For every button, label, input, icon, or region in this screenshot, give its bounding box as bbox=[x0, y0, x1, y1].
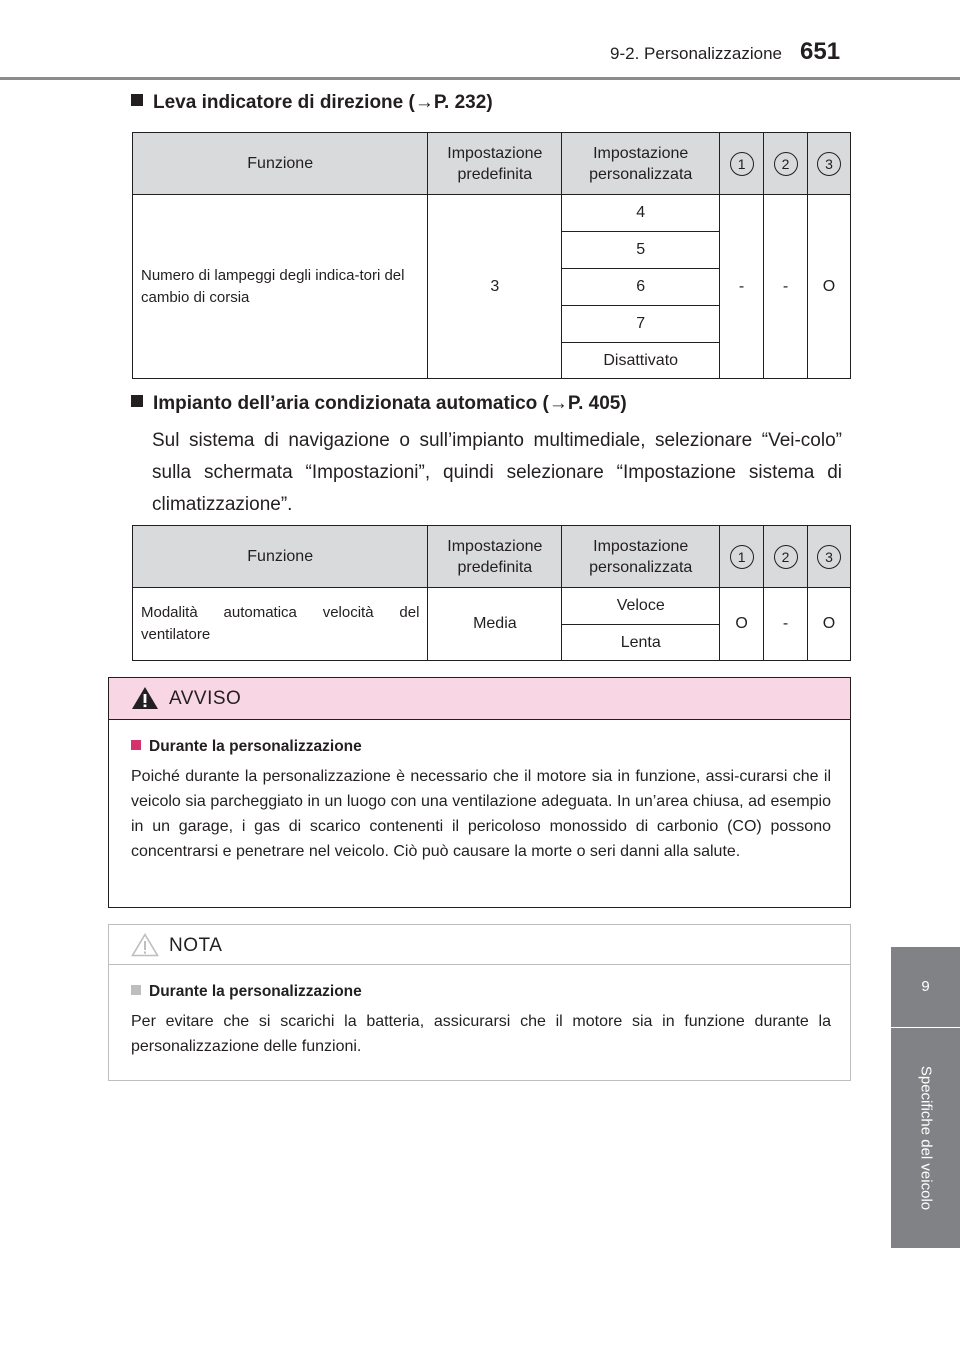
warning-title: AVVISO bbox=[169, 688, 242, 709]
cell-option: 7 bbox=[562, 306, 720, 343]
square-bullet-icon bbox=[131, 985, 141, 995]
header-rule bbox=[0, 77, 960, 80]
warning-body: Poiché durante la personalizzazione è necessario che il motore sia in funzione, assi-curarsi che il veicolo sia parcheggiato in un luogo con una ventilazione adeguata. In un’area chiusa, ad esempio in un garage, i gas di scarico contenenti il pericoloso monossido di carbonio (CO) possono concentrarsi e penetrare nel veicolo. Ciò può causare la morte o seri danni alla salute. bbox=[131, 768, 831, 860]
header-default: Impostazione predefinita bbox=[428, 133, 562, 195]
warning-box bbox=[108, 677, 851, 908]
turn-signal-table bbox=[132, 132, 851, 379]
header-function: Funzione bbox=[133, 133, 428, 195]
cell-option: Veloce bbox=[562, 588, 720, 625]
warning-subheading-text: Durante la personalizzazione bbox=[149, 738, 362, 755]
table-header-row bbox=[133, 133, 851, 195]
cell-option: 6 bbox=[562, 269, 720, 306]
circled-number-3: 3 bbox=[817, 545, 841, 569]
section-heading-text: Leva indicatore di direzione (→P. 232) bbox=[153, 92, 493, 113]
note-body: Per evitare che si scarichi la batteria, assicurarsi che il motore sia in funzione durante la personalizzazione delle funzioni. bbox=[131, 1013, 831, 1055]
cell-function: Numero di lampeggi degli indica-tori del cambio di corsia bbox=[133, 195, 428, 379]
note-title: NOTA bbox=[169, 935, 223, 956]
table-row bbox=[133, 588, 851, 625]
chapter-tab-label bbox=[891, 1028, 960, 1248]
chapter-tab-number: 9 bbox=[891, 947, 960, 1027]
header-col3 bbox=[808, 526, 851, 588]
cell-default: 3 bbox=[428, 195, 562, 379]
cell-col3: O bbox=[808, 588, 851, 661]
warning-header bbox=[109, 678, 850, 720]
note-box bbox=[108, 924, 851, 1081]
cell-default: Media bbox=[428, 588, 562, 661]
header-col2 bbox=[764, 133, 808, 195]
page-number: 651 bbox=[800, 38, 841, 65]
circled-number-1: 1 bbox=[730, 152, 754, 176]
chapter-tab-title: Specifiche del veicolo bbox=[917, 1065, 934, 1211]
header-col2 bbox=[764, 526, 808, 588]
climate-table bbox=[132, 525, 851, 661]
cell-function: Modalità automatica velocità del ventilatore bbox=[133, 588, 428, 661]
instruction-paragraph: Sul sistema di navigazione o sull’impianto multimediale, selezionare “Vei-colo” sulla schermata “Impostazioni”, quindi selezionare “Impostazione sistema di climatizzazione”. bbox=[152, 430, 842, 515]
cell-option: 4 bbox=[562, 195, 720, 232]
header-function: Funzione bbox=[133, 526, 428, 588]
cell-option: Disattivato bbox=[562, 343, 720, 379]
table-header-row bbox=[133, 526, 851, 588]
section-heading-climate bbox=[131, 393, 627, 415]
header-custom: Impostazione personalizzata bbox=[562, 526, 720, 588]
caution-outline-icon bbox=[131, 933, 159, 957]
header-col1 bbox=[720, 133, 764, 195]
cell-col3: O bbox=[808, 195, 851, 379]
circled-number-3: 3 bbox=[817, 152, 841, 176]
note-subheading bbox=[131, 983, 362, 1001]
header-custom: Impostazione personalizzata bbox=[562, 133, 720, 195]
circled-number-1: 1 bbox=[730, 545, 754, 569]
square-bullet-icon bbox=[131, 740, 141, 750]
table-row bbox=[133, 195, 851, 232]
header-col1 bbox=[720, 526, 764, 588]
cell-col2: - bbox=[764, 195, 808, 379]
section-heading-text: Impianto dell’aria condizionata automatico (→P. 405) bbox=[153, 393, 627, 414]
cell-col2: - bbox=[764, 588, 808, 661]
cell-col1: O bbox=[720, 588, 764, 661]
cell-option: Lenta bbox=[562, 625, 720, 661]
circled-number-2: 2 bbox=[774, 545, 798, 569]
note-subheading-text: Durante la personalizzazione bbox=[149, 983, 362, 1000]
warning-subheading bbox=[131, 738, 362, 756]
square-bullet-icon bbox=[131, 395, 143, 407]
section-title: 9-2. Personalizzazione bbox=[610, 44, 782, 63]
section-heading-turn-signal bbox=[131, 92, 493, 114]
header-default: Impostazione predefinita bbox=[428, 526, 562, 588]
cell-option: 5 bbox=[562, 232, 720, 269]
cell-col1: - bbox=[720, 195, 764, 379]
warning-triangle-icon bbox=[131, 686, 159, 710]
circled-number-2: 2 bbox=[774, 152, 798, 176]
header-col3 bbox=[808, 133, 851, 195]
square-bullet-icon bbox=[131, 94, 143, 106]
note-header bbox=[109, 925, 850, 965]
